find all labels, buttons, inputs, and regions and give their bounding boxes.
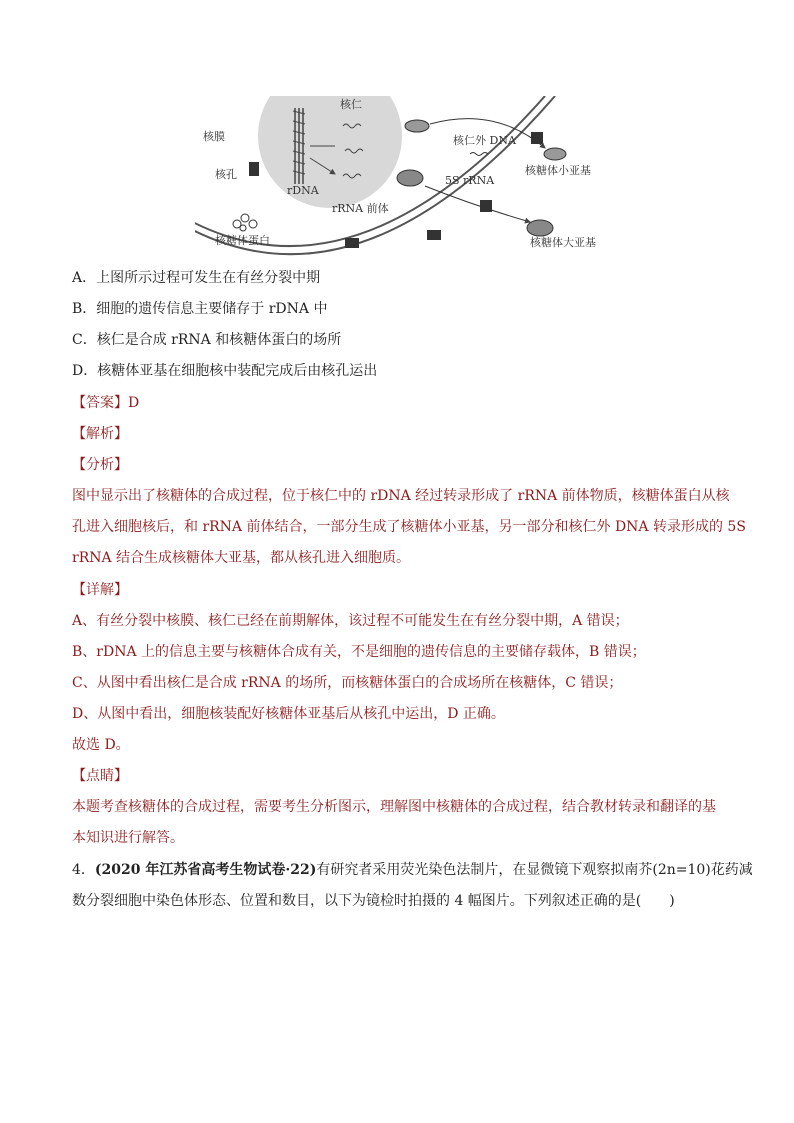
detail-line: 故选 D。 <box>72 737 130 753</box>
option-c: C．核仁是合成 rRNA 和核糖体蛋白的场所 <box>72 332 342 348</box>
label-nuclear-membrane: 核膜 <box>203 130 225 143</box>
detail-line: A、有丝分裂中核膜、核仁已经在前期解体，该过程不可能发生在有丝分裂中期，A 错误； <box>72 613 629 629</box>
fenxi-label: 【分析】 <box>72 457 128 473</box>
dianjing-label: 【点睛】 <box>72 768 128 784</box>
ribosomal-protein-cluster <box>233 214 257 231</box>
label-ribosomal-protein: 核糖体蛋白 <box>215 234 270 247</box>
extranucleolar-dna-strand <box>470 153 488 156</box>
analysis-label: 【解析】 <box>72 426 128 442</box>
fenxi-line: rRNA 结合生成核糖体大亚基，都从核孔进入细胞质。 <box>72 550 411 566</box>
label-small-subunit: 核糖体小亚基 <box>525 164 591 177</box>
label-nucleolus: 核仁 <box>340 98 362 111</box>
label-rrna-precursor: rRNA 前体 <box>332 202 389 215</box>
nucleolus-region <box>258 96 402 208</box>
large-subunit-shape <box>527 220 553 236</box>
ribosome-synthesis-figure <box>195 96 605 256</box>
dianjing-line: 本知识进行解答。 <box>72 830 184 846</box>
label-extranucleolar-dna: 核仁外 DNA <box>453 134 516 147</box>
small-subunit-shape <box>544 148 566 160</box>
small-subunit-shape <box>405 120 429 132</box>
detail-line: B、rDNA 上的信息主要与核糖体合成有关，不是细胞的遗传信息的主要储存载体，B 错误； <box>72 644 646 660</box>
question-source: (2020 年江苏省高考生物试卷·22) <box>94 862 317 878</box>
detail-label: 【详解】 <box>72 582 128 598</box>
fenxi-line: 孔进入细胞核后，和 rRNA 前体结合，一部分生成了核糖体小亚基，另一部分和核仁外 DNA 转录形成的 5S <box>72 519 746 535</box>
nuclear-pore <box>249 162 259 176</box>
detail-line: D、从图中看出，细胞核装配好核糖体亚基后从核孔中运出，D 正确。 <box>72 706 505 722</box>
label-rdna: rDNA <box>287 184 319 197</box>
fenxi-line: 图中显示出了核糖体的合成过程，位于核仁中的 rDNA 经过转录形成了 rRNA 前体物质，核糖体蛋白从核 <box>72 488 730 504</box>
answer-label: 【答案】D <box>72 395 140 411</box>
question-text: 有研究者采用荧光染色法制片，在显微镜下观察拟南芥(2n=10)花药减 <box>316 862 753 878</box>
large-subunit-shape <box>397 170 423 186</box>
dianjing-line: 本题考查核糖体的合成过程，需要考生分析图示，理解图中核糖体的合成过程，结合教材转录和翻译的基 <box>72 799 716 815</box>
figure-diagram <box>195 96 605 256</box>
detail-line: C、从图中看出核仁是合成 rRNA 的场所，而核糖体蛋白的合成场所在核糖体，C 错误； <box>72 675 623 691</box>
option-b: B．细胞的遗传信息主要储存于 rDNA 中 <box>72 301 328 317</box>
question-4-line1 <box>72 861 753 879</box>
nuclear-pore <box>345 238 359 248</box>
label-large-subunit: 核糖体大亚基 <box>530 236 596 249</box>
label-5s-rrna: 5S rRNA <box>445 174 495 187</box>
nuclear-pore <box>427 230 441 240</box>
option-d: D．核糖体亚基在细胞核中装配完成后由核孔运出 <box>72 363 378 379</box>
label-nuclear-pore: 核孔 <box>215 168 237 181</box>
question-number: 4． <box>72 862 95 878</box>
option-a: A．上图所示过程可发生在有丝分裂中期 <box>72 270 321 286</box>
question-4-line2: 数分裂细胞中染色体形态、位置和数目，以下为镜检时拍摄的 4 幅图片。下列叙述正确的是( ) <box>72 893 675 909</box>
